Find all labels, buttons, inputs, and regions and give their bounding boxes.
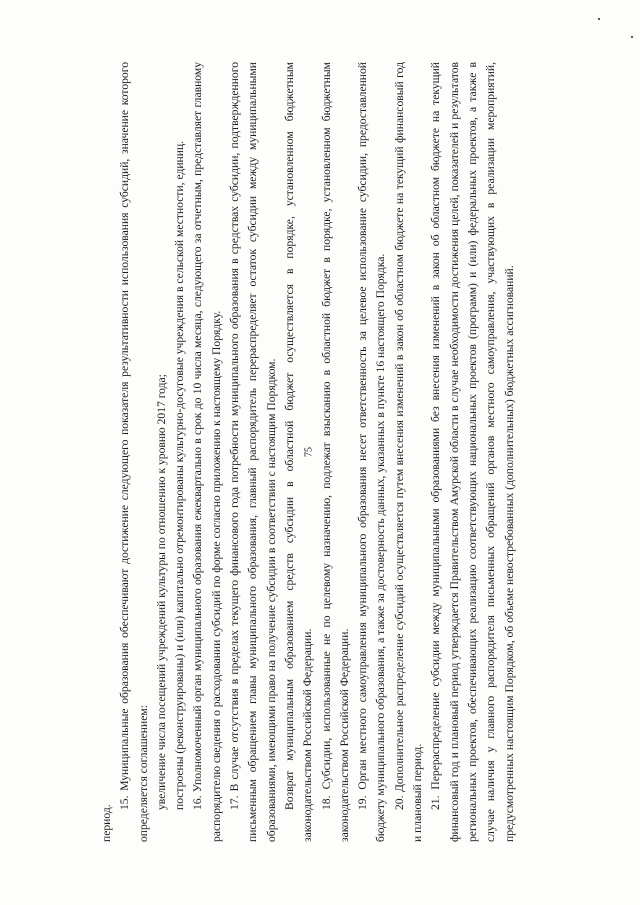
paragraph-15: 15. Муниципальные образования обеспечивают достижение следующего показателя результативности использования субсидий, значение которого определяется соглашением: [118, 62, 150, 842]
document-body [98, 62, 568, 842]
paragraph-16: 16. Уполномоченный орган муниципального образования ежеквартально в срок до 10 числа месяца, следующего за отчетным, представляет главному распорядителю сведения о расходовании субсидий по форме согласно приложению к настоящему Порядку. [191, 62, 223, 842]
paragraph-15-indicator-2: построены (реконструированы) и (или) капитально отремонтированы культурно-досуговые учреждения в сельской местности, единиц. [173, 140, 187, 810]
paragraph-15-indicator-1: увеличение числа посещений учреждений культуры по отношению к уровню 2017 года; [154, 374, 168, 810]
paragraph-19: 19. Орган местного самоуправления муниципального образования несет ответственность за целевое использование субсидии, предоставленной бюджету муниципального образования, а также за достоверность данных, указанных в пункте 16 настоящего Порядка. [356, 62, 388, 842]
paragraph-period: период. [100, 804, 113, 842]
scan-speck [631, 36, 633, 38]
paragraph-17: 17. В случае отсутствия в пределах текущего финансового года потребности муниципального образования в средствах субсидии, подтвержденного письменным обращением главы муниципального образования, главный распорядитель перераспределяет остаток субсидии между муниципальными образованиями, имеющими право на получение субсидии в соответствии с настоящим Порядком. [228, 62, 278, 842]
scan-speck [598, 18, 600, 20]
paragraph-17-refund: Возврат муниципальным образованием средств субсидии в областной бюджет осуществляется в порядке, установленном бюджетным законодательством Российской Федерации. [282, 62, 315, 842]
paragraph-20: 20. Дополнительное распределение субсидий осуществляется путем внесения изменений в закон об областном бюджете на текущий финансовый год и плановый период. [392, 62, 425, 842]
paragraph-18: 18. Субсидии, использованные не по целевому назначению, подлежат взысканию в областной бюджет в порядке, установленном бюджетным законодательством Российской Федерации. [319, 62, 351, 842]
page-number: 75 [303, 447, 315, 457]
paragraph-21: 21. Перераспределение субсидии между муниципальными образованиями без внесения изменений в закон об областном бюджете на текущий финансовый год и плановый период утверждается Правительством Амурской области в случае необходимости достижения целей, показателей и результатов региональных проектов, обеспечивающих реализацию соответствующих национальных проектов (программ) и (или) федеральных проектов, а также в случае наличия у главного распорядителя письменных обращений органов местного самоуправления, участвующих в реализации мероприятий, предусмотренных настоящим Порядком, об объеме невостребованных (дополнительных) бюджетных ассигнований. [429, 62, 516, 842]
